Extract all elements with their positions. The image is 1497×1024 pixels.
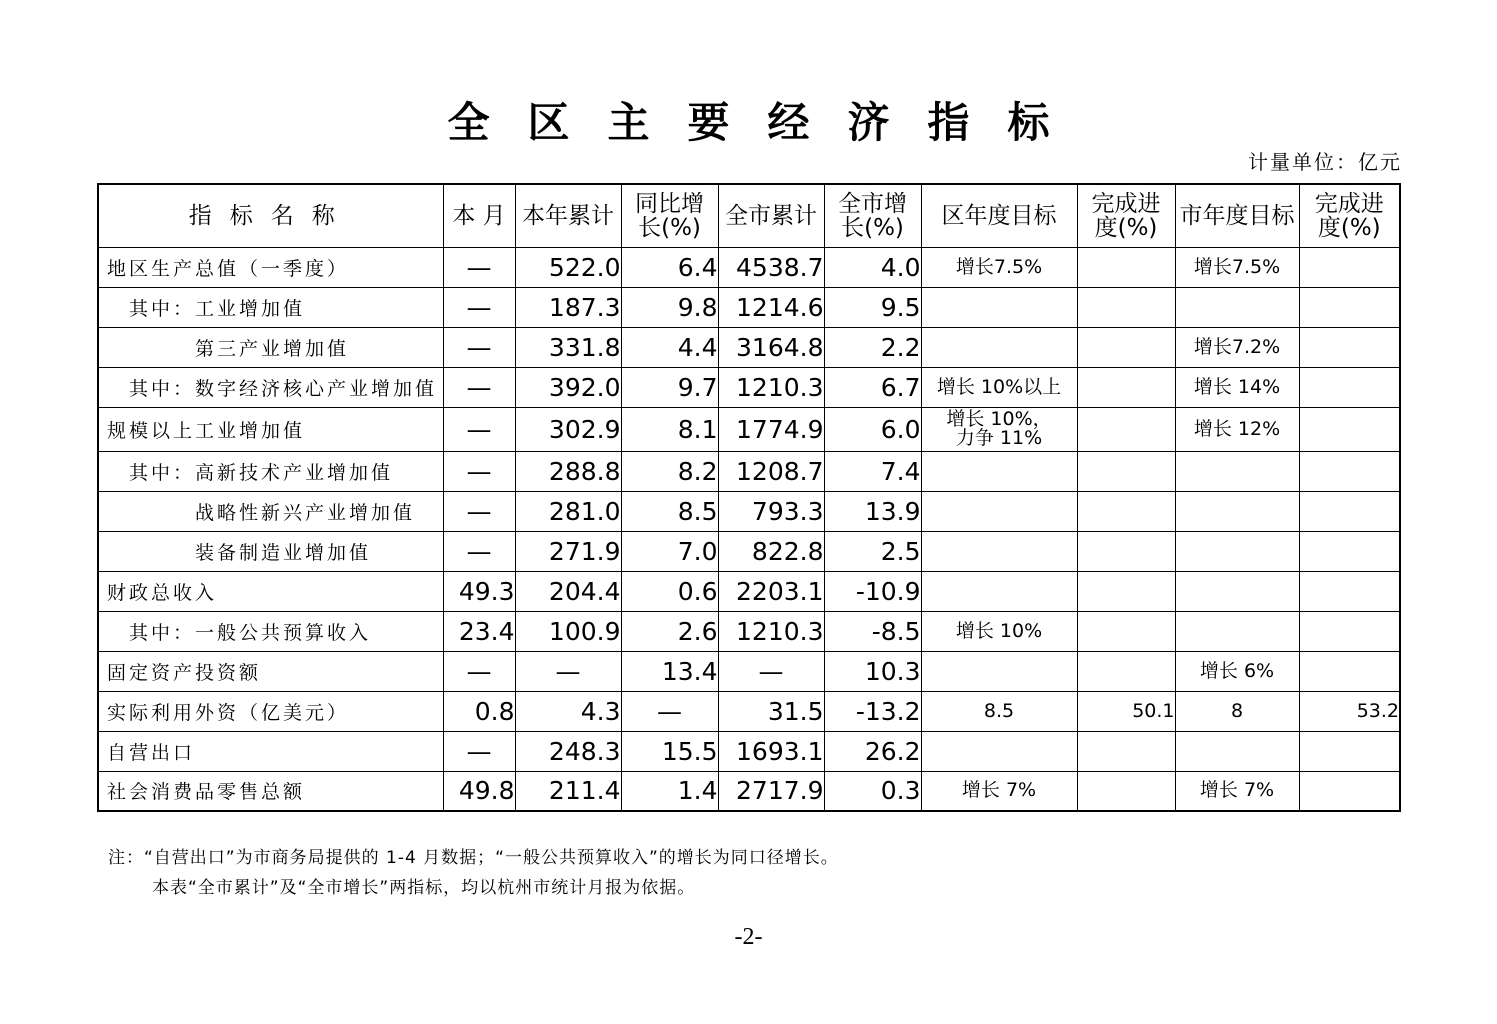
cell-city-progress bbox=[1299, 407, 1400, 451]
cell-yoy: 13.4 bbox=[621, 651, 718, 691]
cell-district-progress bbox=[1077, 247, 1175, 287]
cell-city-target bbox=[1175, 611, 1299, 651]
cell-district-target: 增长 7% bbox=[921, 771, 1077, 811]
cell-district-target bbox=[921, 327, 1077, 367]
cell-city-target bbox=[1175, 451, 1299, 491]
cell-ytd: 522.0 bbox=[515, 247, 621, 287]
page-title: 全区主要经济指标 bbox=[447, 98, 1088, 147]
cell-city-cum: 1210.3 bbox=[718, 611, 824, 651]
cell-month: — bbox=[443, 287, 515, 327]
cell-month: — bbox=[443, 327, 515, 367]
cell-city-growth: 2.2 bbox=[824, 327, 921, 367]
cell-month: — bbox=[443, 491, 515, 531]
cell-city-target: 增长7.5% bbox=[1175, 247, 1299, 287]
row-name: 规模以上工业增加值 bbox=[98, 407, 443, 451]
cell-district-target bbox=[921, 571, 1077, 611]
header-yoy-text: 同比增长(%) bbox=[635, 190, 704, 241]
cell-city-progress bbox=[1299, 771, 1400, 811]
cell-month: — bbox=[443, 407, 515, 451]
cell-city-target: 增长 12% bbox=[1175, 407, 1299, 451]
cell-district-target: 增长7.5% bbox=[921, 247, 1077, 287]
table-row bbox=[98, 451, 1400, 491]
cell-city-growth: 6.0 bbox=[824, 407, 921, 451]
table-row bbox=[98, 407, 1400, 451]
cell-ytd: 100.9 bbox=[515, 611, 621, 651]
cell-city-cum: 31.5 bbox=[718, 691, 824, 731]
cell-city-growth: -10.9 bbox=[824, 571, 921, 611]
header-month: 本 月 bbox=[443, 184, 515, 247]
cell-city-growth: 6.7 bbox=[824, 367, 921, 407]
cell-district-target bbox=[921, 451, 1077, 491]
cell-city-progress: 53.2 bbox=[1299, 691, 1400, 731]
cell-yoy: 9.7 bbox=[621, 367, 718, 407]
table-row bbox=[98, 531, 1400, 571]
table-row bbox=[98, 771, 1400, 811]
header-name: 指标名称 bbox=[98, 184, 443, 247]
cell-ytd: 392.0 bbox=[515, 367, 621, 407]
header-city-progress-text: 完成进度(%) bbox=[1314, 190, 1384, 241]
cell-month: — bbox=[443, 451, 515, 491]
header-district-target: 区年度目标 bbox=[921, 184, 1077, 247]
cell-ytd: — bbox=[515, 651, 621, 691]
cell-city-progress bbox=[1299, 571, 1400, 611]
cell-yoy: 8.2 bbox=[621, 451, 718, 491]
cell-ytd: 281.0 bbox=[515, 491, 621, 531]
cell-city-target: 增长 14% bbox=[1175, 367, 1299, 407]
cell-city-target bbox=[1175, 531, 1299, 571]
cell-city-cum: 3164.8 bbox=[718, 327, 824, 367]
cell-district-progress bbox=[1077, 367, 1175, 407]
cell-city-cum: 1693.1 bbox=[718, 731, 824, 771]
cell-yoy: 8.1 bbox=[621, 407, 718, 451]
table-row bbox=[98, 287, 1400, 327]
cell-city-target bbox=[1175, 731, 1299, 771]
note-line-1: 注：“自营出口”为市商务局提供的 1-4 月数据；“一般公共预算收入”的增长为同口径增长。 bbox=[108, 848, 839, 868]
cell-district-progress: 50.1 bbox=[1077, 691, 1175, 731]
row-name: 其中：高新技术产业增加值 bbox=[98, 451, 443, 491]
cell-city-target bbox=[1175, 287, 1299, 327]
table-row bbox=[98, 327, 1400, 367]
row-name: 实际利用外资（亿美元） bbox=[98, 691, 443, 731]
cell-city-progress bbox=[1299, 247, 1400, 287]
cell-ytd: 187.3 bbox=[515, 287, 621, 327]
row-name: 社会消费品零售总额 bbox=[98, 771, 443, 811]
cell-city-target bbox=[1175, 571, 1299, 611]
row-name: 其中：一般公共预算收入 bbox=[98, 611, 443, 651]
cell-city-growth: 4.0 bbox=[824, 247, 921, 287]
cell-district-progress bbox=[1077, 287, 1175, 327]
cell-district-progress bbox=[1077, 407, 1175, 451]
cell-district-target bbox=[921, 731, 1077, 771]
cell-district-progress bbox=[1077, 327, 1175, 367]
cell-district-target bbox=[921, 491, 1077, 531]
cell-ytd: 211.4 bbox=[515, 771, 621, 811]
header-city-growth bbox=[824, 184, 921, 247]
cell-city-growth: 10.3 bbox=[824, 651, 921, 691]
cell-yoy: 7.0 bbox=[621, 531, 718, 571]
cell-city-growth: 13.9 bbox=[824, 491, 921, 531]
cell-district-target bbox=[921, 287, 1077, 327]
cell-city-growth: -13.2 bbox=[824, 691, 921, 731]
cell-district-progress bbox=[1077, 531, 1175, 571]
cell-city-progress bbox=[1299, 287, 1400, 327]
cell-city-cum: 2717.9 bbox=[718, 771, 824, 811]
table-row bbox=[98, 611, 1400, 651]
cell-district-progress bbox=[1077, 731, 1175, 771]
cell-district-target: 增长 10% bbox=[921, 611, 1077, 651]
table-header-row bbox=[98, 184, 1400, 247]
header-city-growth-text: 全市增长(%) bbox=[838, 190, 907, 241]
cell-yoy: 8.5 bbox=[621, 491, 718, 531]
row-name: 其中：数字经济核心产业增加值 bbox=[98, 367, 443, 407]
cell-month: 49.3 bbox=[443, 571, 515, 611]
cell-yoy: — bbox=[621, 691, 718, 731]
cell-month: 0.8 bbox=[443, 691, 515, 731]
table-row bbox=[98, 491, 1400, 531]
cell-ytd: 248.3 bbox=[515, 731, 621, 771]
indicator-table bbox=[97, 183, 1401, 812]
cell-yoy: 2.6 bbox=[621, 611, 718, 651]
row-name: 第三产业增加值 bbox=[98, 327, 443, 367]
cell-city-cum: — bbox=[718, 651, 824, 691]
row-name: 地区生产总值（一季度） bbox=[98, 247, 443, 287]
cell-month: — bbox=[443, 367, 515, 407]
cell-ytd: 4.3 bbox=[515, 691, 621, 731]
cell-district-progress bbox=[1077, 771, 1175, 811]
page-number: -2- bbox=[734, 924, 763, 950]
cell-district-progress bbox=[1077, 611, 1175, 651]
cell-district-target: 增长 10%以上 bbox=[921, 367, 1077, 407]
cell-city-cum: 1774.9 bbox=[718, 407, 824, 451]
cell-yoy: 6.4 bbox=[621, 247, 718, 287]
cell-yoy: 1.4 bbox=[621, 771, 718, 811]
row-name: 装备制造业增加值 bbox=[98, 531, 443, 571]
header-district-progress bbox=[1077, 184, 1175, 247]
header-ytd: 本年累计 bbox=[515, 184, 621, 247]
cell-city-target bbox=[1175, 491, 1299, 531]
cell-district-progress bbox=[1077, 571, 1175, 611]
table-row bbox=[98, 367, 1400, 407]
cell-yoy: 15.5 bbox=[621, 731, 718, 771]
cell-month: 49.8 bbox=[443, 771, 515, 811]
cell-district-progress bbox=[1077, 651, 1175, 691]
cell-city-cum: 1210.3 bbox=[718, 367, 824, 407]
cell-city-growth: -8.5 bbox=[824, 611, 921, 651]
cell-city-growth: 26.2 bbox=[824, 731, 921, 771]
cell-district-progress bbox=[1077, 451, 1175, 491]
cell-month: — bbox=[443, 247, 515, 287]
cell-ytd: 204.4 bbox=[515, 571, 621, 611]
cell-district-target bbox=[921, 531, 1077, 571]
cell-ytd: 302.9 bbox=[515, 407, 621, 451]
cell-city-target: 增长7.2% bbox=[1175, 327, 1299, 367]
header-district-progress-text: 完成进度(%) bbox=[1091, 190, 1161, 241]
cell-city-progress bbox=[1299, 611, 1400, 651]
table-row bbox=[98, 247, 1400, 287]
cell-city-growth: 0.3 bbox=[824, 771, 921, 811]
cell-city-progress bbox=[1299, 451, 1400, 491]
cell-city-progress bbox=[1299, 731, 1400, 771]
cell-month: — bbox=[443, 531, 515, 571]
cell-city-cum: 793.3 bbox=[718, 491, 824, 531]
cell-city-progress bbox=[1299, 651, 1400, 691]
cell-city-target: 增长 6% bbox=[1175, 651, 1299, 691]
cell-city-progress bbox=[1299, 367, 1400, 407]
cell-city-growth: 2.5 bbox=[824, 531, 921, 571]
header-yoy bbox=[621, 184, 718, 247]
cell-month: — bbox=[443, 651, 515, 691]
cell-city-cum: 1214.6 bbox=[718, 287, 824, 327]
cell-yoy: 4.4 bbox=[621, 327, 718, 367]
header-city-target: 市年度目标 bbox=[1175, 184, 1299, 247]
cell-city-cum: 1208.7 bbox=[718, 451, 824, 491]
cell-city-progress bbox=[1299, 491, 1400, 531]
table-row bbox=[98, 691, 1400, 731]
cell-city-target: 8 bbox=[1175, 691, 1299, 731]
table-row bbox=[98, 571, 1400, 611]
notes bbox=[108, 843, 839, 903]
cell-city-target: 增长 7% bbox=[1175, 771, 1299, 811]
row-name: 固定资产投资额 bbox=[98, 651, 443, 691]
cell-city-progress bbox=[1299, 531, 1400, 571]
cell-city-cum: 2203.1 bbox=[718, 571, 824, 611]
cell-month: 23.4 bbox=[443, 611, 515, 651]
header-city-progress bbox=[1299, 184, 1400, 247]
cell-ytd: 331.8 bbox=[515, 327, 621, 367]
unit-label: 计量单位：亿元 bbox=[1248, 150, 1402, 174]
cell-district-progress bbox=[1077, 491, 1175, 531]
row-name: 其中：工业增加值 bbox=[98, 287, 443, 327]
cell-district-target: 增长 10%， 力争 11% bbox=[921, 407, 1077, 451]
row-name: 自营出口 bbox=[98, 731, 443, 771]
cell-city-cum: 4538.7 bbox=[718, 247, 824, 287]
cell-city-progress bbox=[1299, 327, 1400, 367]
table-row bbox=[98, 651, 1400, 691]
cell-district-target bbox=[921, 651, 1077, 691]
header-city-cum: 全市累计 bbox=[718, 184, 824, 247]
table-row bbox=[98, 731, 1400, 771]
cell-district-target: 8.5 bbox=[921, 691, 1077, 731]
cell-yoy: 0.6 bbox=[621, 571, 718, 611]
cell-month: — bbox=[443, 731, 515, 771]
cell-ytd: 288.8 bbox=[515, 451, 621, 491]
cell-city-cum: 822.8 bbox=[718, 531, 824, 571]
row-name: 战略性新兴产业增加值 bbox=[98, 491, 443, 531]
cell-city-growth: 7.4 bbox=[824, 451, 921, 491]
note-line-2: 本表“全市累计”及“全市增长”两指标，均以杭州市统计月报为依据。 bbox=[152, 878, 696, 898]
row-name: 财政总收入 bbox=[98, 571, 443, 611]
cell-ytd: 271.9 bbox=[515, 531, 621, 571]
cell-yoy: 9.8 bbox=[621, 287, 718, 327]
cell-city-growth: 9.5 bbox=[824, 287, 921, 327]
